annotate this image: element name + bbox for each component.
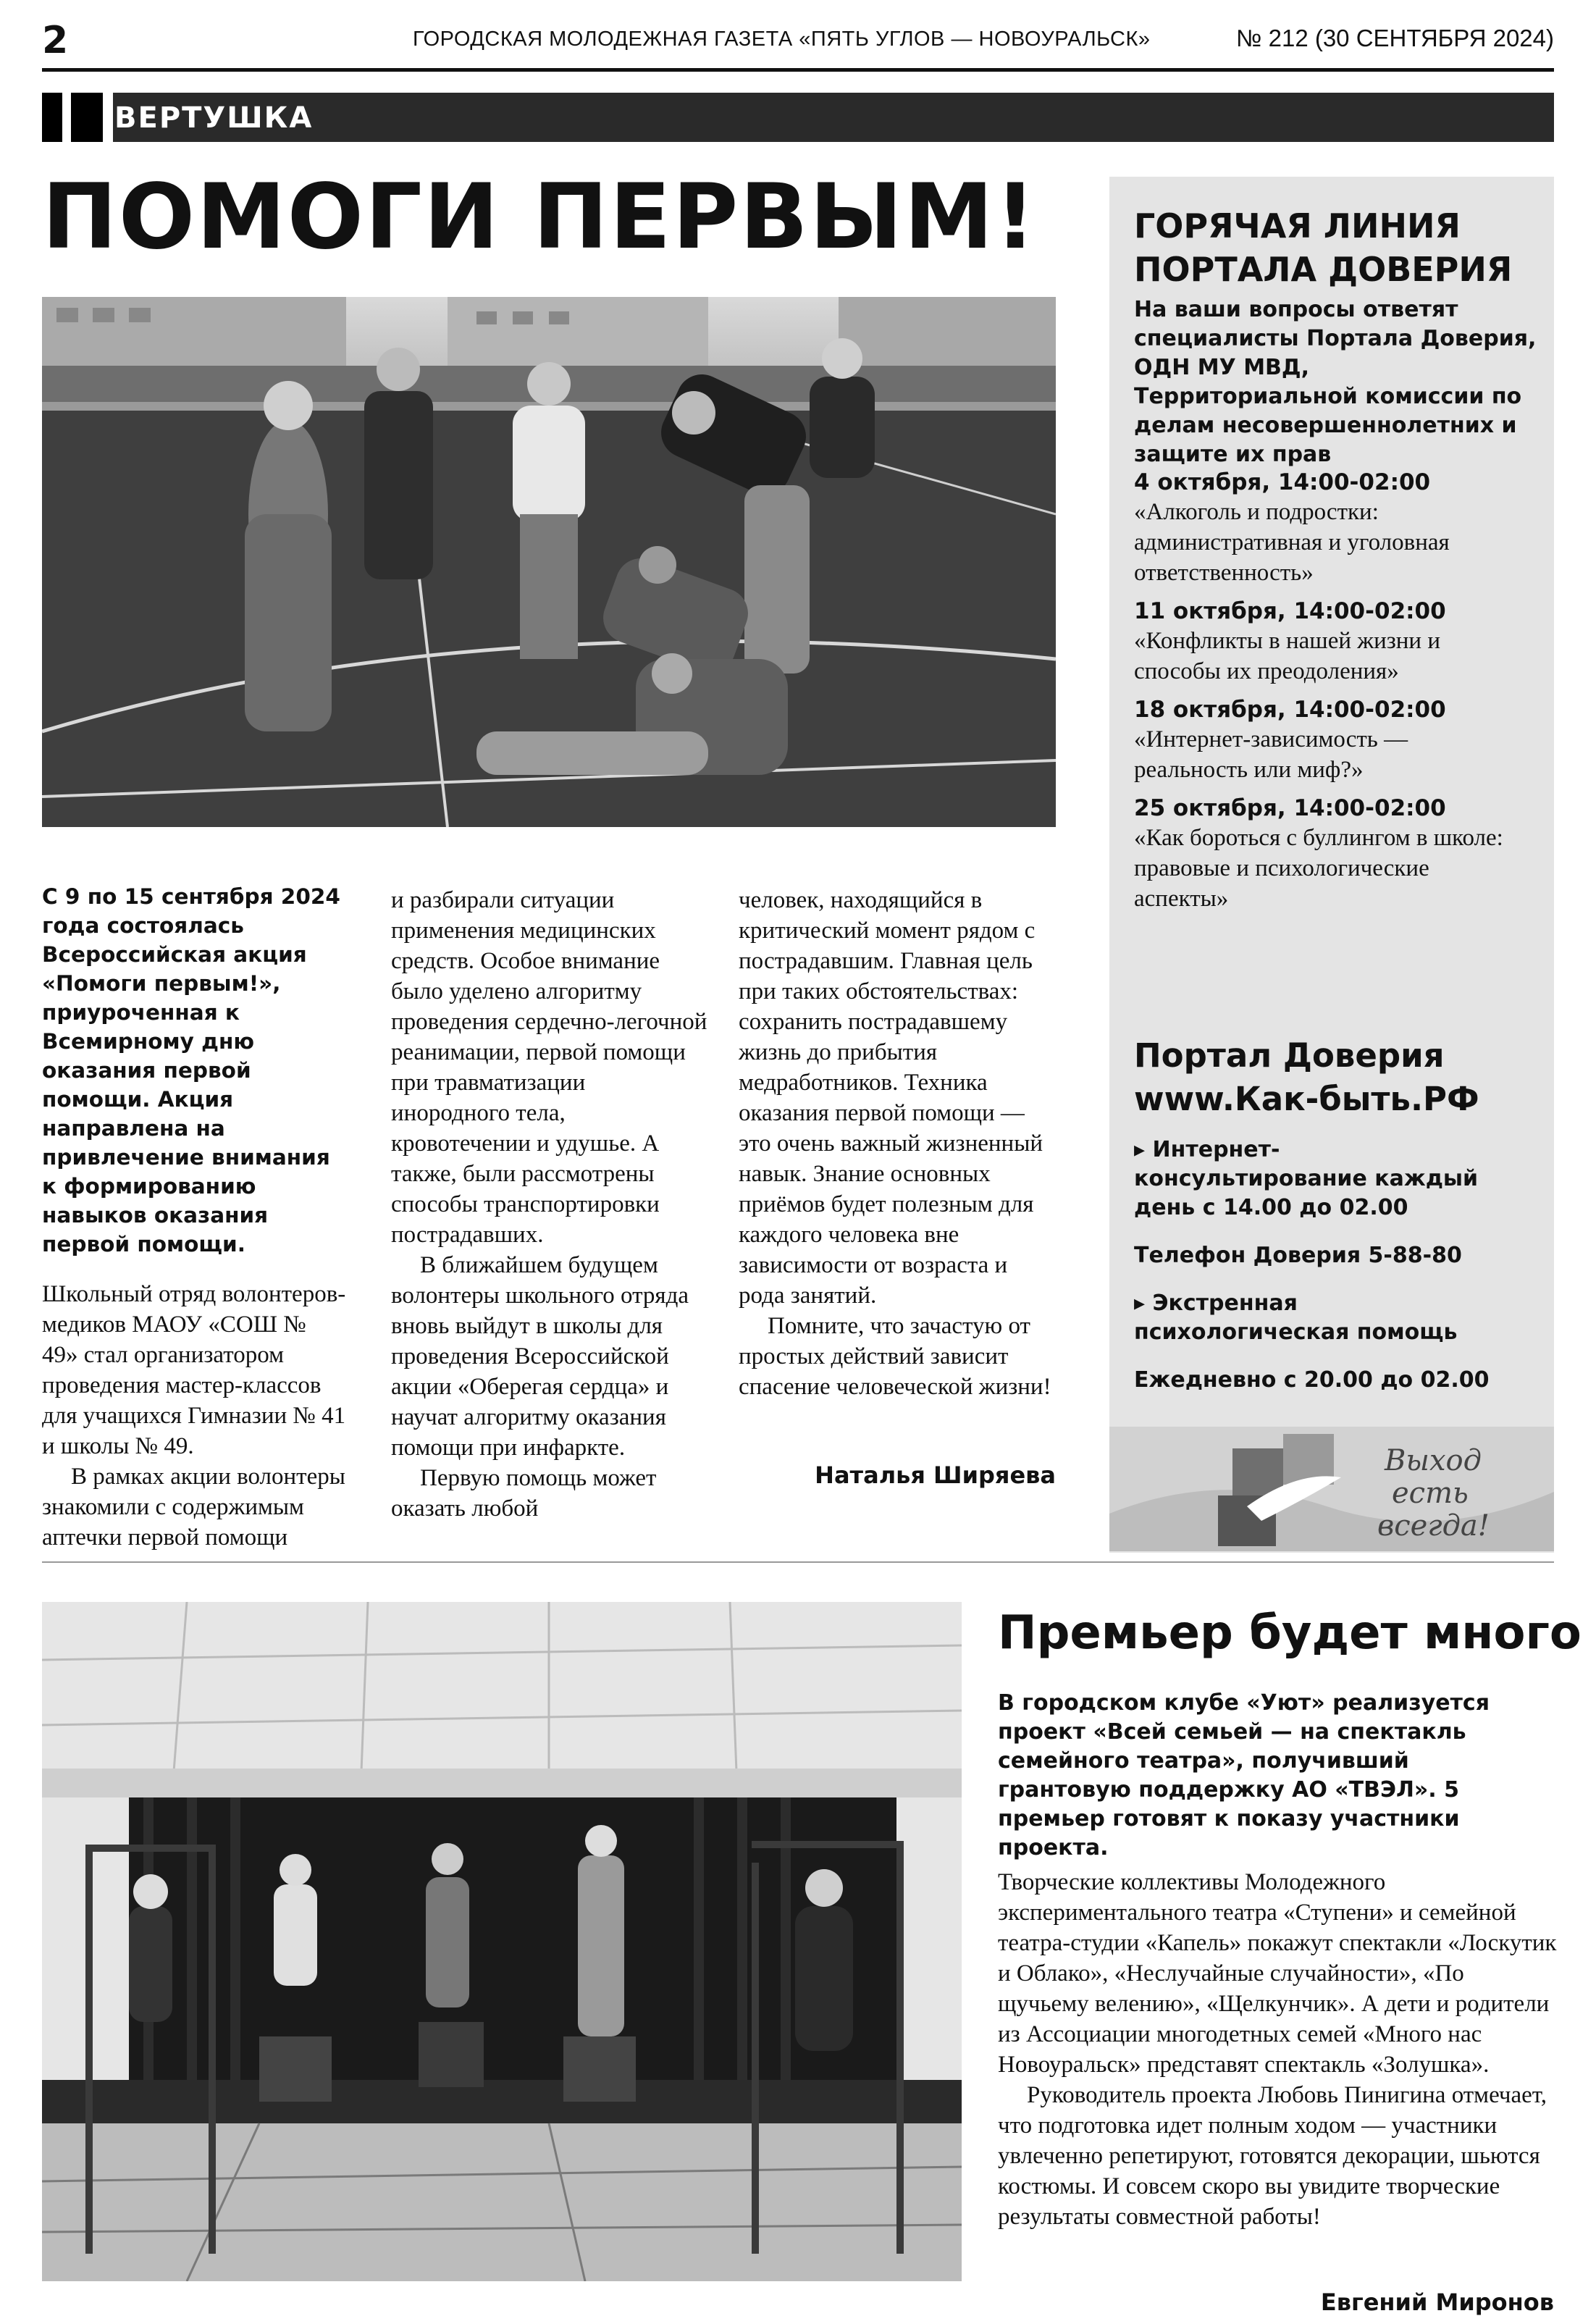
theater-photo bbox=[42, 1602, 962, 2281]
article2-lead: В городском клубе «Уют» реализуется проект «Всей семьей — на спектакль семейного театра», получивший грантовую поддержку АО «ТВЭЛ». 5 премьер готовят к показу участники проекта. bbox=[998, 1690, 1490, 1860]
first-aid-photo bbox=[42, 297, 1056, 827]
vykhod-est-logo bbox=[1109, 1427, 1554, 1551]
article1-paragraph: В рамках акции волонтеры знакомили с содержимым аптечки первой помощи bbox=[42, 1464, 345, 1551]
section-bar bbox=[42, 93, 1554, 142]
hotline-intro: На ваши вопросы ответят специалисты Портала Доверия, ОДН МУ МВД, Территориальной комиссии по делам несовершеннолетних и защите их прав bbox=[1134, 297, 1537, 467]
article2-headline: Премьер будет много bbox=[998, 1606, 1582, 1660]
article2-paragraph: Руководитель проекта Любовь Пинигина отмечает, что подготовка идет полным ходом — участники увлеченно репетируют, готовятся декорации, шьются костюмы. И совсем скоро вы увидите творческие результаты совместной работы! bbox=[998, 2082, 1547, 2230]
page-number: 2 bbox=[42, 19, 69, 62]
article1-column-1 bbox=[42, 882, 346, 1553]
portal-heading bbox=[1134, 1034, 1540, 1121]
portal-url[interactable]: www.Как-быть.РФ bbox=[1134, 1080, 1479, 1118]
schedule-date: 18 октября, 14:00-02:00 bbox=[1134, 697, 1446, 723]
internet-consult: ▸ Интернет-консультирование каждый день с 14.00 до 02.00 bbox=[1134, 1137, 1479, 1220]
hotline-title: ГОРЯЧАЯ ЛИНИЯ ПОРТАЛА ДОВЕРИЯ bbox=[1134, 206, 1513, 289]
hotline-schedule bbox=[1134, 468, 1525, 923]
portal-title: Портал Доверия bbox=[1134, 1036, 1445, 1075]
article1-paragraph: и разбирали ситуации применения медицинских средств. Особое внимание было уделено алгоритму проведения сердечно-легочной реанимации, первой помощи при травматизации инородного тела, кровотечении и удушье. А также, были рассмотрены способы транспортировки пострадавших. bbox=[391, 887, 707, 1248]
article1-paragraph: Помните, что зачастую от простых действий зависит спасение человеческой жизни! bbox=[739, 1313, 1051, 1400]
logo-text-line: всегда! bbox=[1377, 1509, 1490, 1543]
portal-info bbox=[1134, 1136, 1496, 1414]
trust-phone: Телефон Доверия 5-88-80 bbox=[1134, 1243, 1462, 1268]
section-divider bbox=[42, 1561, 1554, 1563]
schedule-date: 25 октября, 14:00-02:00 bbox=[1134, 795, 1446, 821]
article1-paragraph: человек, находящийся в критический момент рядом с пострадавшим. Главная цель при таких обстоятельствах: сохранить пострадавшему жизнь до прибытия медработников. Техника оказания первой помощи — это очень важный жизненный навык. Знание основных приёмов будет полезным для каждого человека вне зависимости от возраста и рода занятий. bbox=[739, 887, 1043, 1309]
article1-headline: ПОМОГИ ПЕРВЫМ! bbox=[42, 165, 1038, 269]
issue-number: № 212 (30 СЕНТЯБРЯ 2024) bbox=[1236, 25, 1554, 51]
daily-hours: Ежедневно с 20.00 до 02.00 bbox=[1134, 1367, 1490, 1393]
article1-lead: С 9 по 15 сентября 2024 года состоялась Всероссийская акция «Помоги первым!», приуроченная к Всемирному дню оказания первой помощи. Акция направлена на привлечение внимания к формированию навыков оказания первой помощи. bbox=[42, 884, 340, 1256]
section-label: ВЕРТУШКА bbox=[114, 101, 314, 135]
schedule-topic: «Конфликты в нашей жизни и способы их преодоления» bbox=[1134, 628, 1440, 684]
article2-body bbox=[998, 1867, 1557, 2232]
article2-paragraph: Творческие коллективы Молодежного экспериментального театра «Ступени» и семейной театра-студии «Капель» покажут спектакли «Лоскутик и Облако», «Неслучайные случайности», «По щучьему велению», «Щелкунчик». А дети и родители из Ассоциации многодетных семей «Много нас Новоуральск» представят спектакль «Золушка». bbox=[998, 1869, 1557, 2078]
logo-text-line: Выход bbox=[1385, 1444, 1482, 1477]
schedule-date: 11 октября, 14:00-02:00 bbox=[1134, 598, 1446, 624]
article1-paragraph: Школьный отряд волонтеров-медиков МАОУ «СОШ № 49» стал организатором проведения мастер-классов для учащихся Гимназии № 41 и школы № 49. bbox=[42, 1281, 346, 1459]
schedule-topic: «Как бороться с буллингом в школе: правовые и психологические аспекты» bbox=[1134, 825, 1503, 912]
article1-column-2 bbox=[391, 885, 710, 1524]
schedule-topic: «Алкоголь и подростки: административная и уголовная ответственность» bbox=[1134, 499, 1450, 586]
article1-paragraph: Первую помощь может оказать любой bbox=[391, 1465, 657, 1522]
newspaper-title: ГОРОДСКАЯ МОЛОДЕЖНАЯ ГАЗЕТА «ПЯТЬ УГЛОВ — НОВОУРАЛЬСК» bbox=[413, 28, 1151, 51]
article1-column-3 bbox=[739, 885, 1057, 1402]
article1-author: Наталья Ширяева bbox=[815, 1461, 1056, 1489]
schedule-topic: «Интернет-зависимость — реальность или миф?» bbox=[1134, 726, 1408, 783]
logo-text-line: есть bbox=[1392, 1477, 1469, 1510]
article2-author: Евгений Миронов bbox=[1320, 2288, 1554, 2316]
article1-paragraph: В ближайшем будущем волонтеры школьного отряда вновь выйдут в школы для проведения Всероссийской акции «Оберегая сердца» и научат алгоритму оказания помощи при инфаркте. bbox=[391, 1252, 689, 1461]
emergency-help: ▸ Экстренная психологическая помощь bbox=[1134, 1291, 1458, 1345]
header-rule bbox=[42, 68, 1554, 72]
schedule-date: 4 октября, 14:00-02:00 bbox=[1134, 469, 1431, 495]
